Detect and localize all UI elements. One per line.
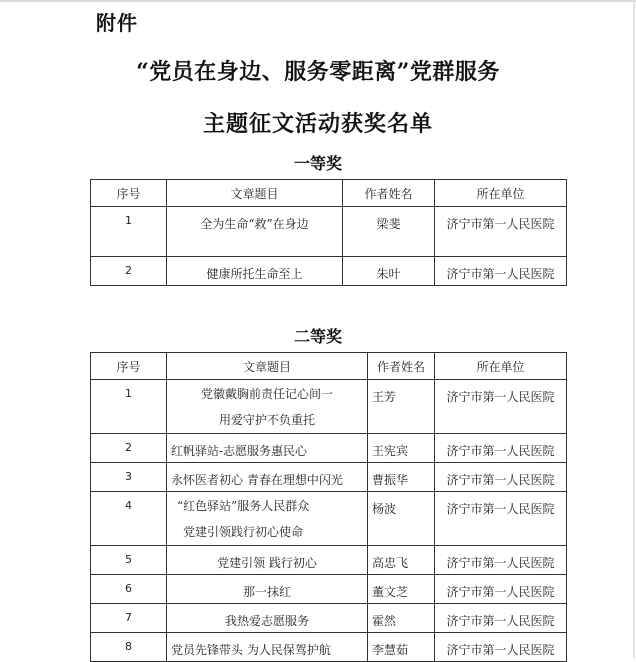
- col-header-no: 序号: [91, 353, 167, 380]
- article-title: 全为生命“救”在身边: [167, 207, 343, 257]
- article-title-line1: 党徽戴胸前责任记心间一: [200, 387, 333, 401]
- table-row: [91, 633, 567, 662]
- row-number: 4: [91, 492, 167, 546]
- article-title: 党建引领 践行初心: [167, 546, 368, 575]
- author-name: 杨波: [368, 492, 435, 546]
- unit-name: 济宁市第一人民医院: [435, 575, 567, 604]
- article-title: 永怀医者初心 青春在理想中闪光: [167, 463, 368, 492]
- author-name: 董文芝: [368, 575, 435, 604]
- article-title: [167, 380, 368, 434]
- article-title: 我热爱志愿服务: [167, 604, 368, 633]
- article-title: [167, 492, 368, 546]
- table-header-row: [91, 353, 567, 380]
- document-title-line1: “党员在身边、服务零距离”党群服务: [136, 59, 500, 85]
- row-number: 2: [91, 434, 167, 463]
- table-row: [91, 546, 567, 575]
- table-row: [91, 207, 567, 257]
- row-number: 7: [91, 604, 167, 633]
- col-header-title: 文章题目: [167, 180, 343, 207]
- table-row: [91, 575, 567, 604]
- row-number: 1: [91, 380, 167, 434]
- unit-name: 济宁市第一人民医院: [435, 434, 567, 463]
- table-row: [91, 380, 567, 434]
- author-name: 王芳: [368, 380, 435, 434]
- article-title: 党员先锋带头 为人民保驾护航: [167, 633, 368, 662]
- table-row: [91, 434, 567, 463]
- col-header-unit: 所在单位: [435, 180, 567, 207]
- unit-name: 济宁市第一人民医院: [435, 492, 567, 546]
- row-number: 5: [91, 546, 167, 575]
- article-title: 健康所托生命至上: [167, 257, 343, 286]
- col-header-no: 序号: [91, 180, 167, 207]
- col-header-author: 作者姓名: [368, 353, 435, 380]
- article-title-line2: 党建引领践行初心使命: [183, 525, 304, 539]
- row-number: 8: [91, 633, 167, 662]
- author-name: 高忠飞: [368, 546, 435, 575]
- attachment-label: 附件: [96, 11, 138, 35]
- author-name: 霍然: [368, 604, 435, 633]
- table-row: [91, 492, 567, 546]
- table-row: [91, 463, 567, 492]
- author-name: 王宪宾: [368, 434, 435, 463]
- col-header-author: 作者姓名: [343, 180, 435, 207]
- unit-name: 济宁市第一人民医院: [435, 257, 567, 286]
- row-number: 3: [91, 463, 167, 492]
- first-prize-heading: 一等奖: [293, 154, 342, 173]
- document-title-line2: 主题征文活动获奖名单: [202, 111, 433, 137]
- second-prize-heading: 二等奖: [293, 327, 342, 346]
- unit-name: 济宁市第一人民医院: [435, 633, 567, 662]
- unit-name: 济宁市第一人民医院: [435, 463, 567, 492]
- author-name: 李慧茹: [368, 633, 435, 662]
- unit-name: 济宁市第一人民医院: [435, 207, 567, 257]
- article-title-line2: 用爱守护不负重托: [218, 413, 315, 427]
- article-title-line1: “红色驿站”服务人民群众: [177, 499, 310, 513]
- article-title: 红帆驿站-志愿服务惠民心: [167, 434, 368, 463]
- table-row: [91, 257, 567, 286]
- col-header-title: 文章题目: [167, 353, 368, 380]
- row-number: 2: [91, 257, 167, 286]
- table-row: [91, 604, 567, 633]
- author-name: 曹振华: [368, 463, 435, 492]
- first-prize-table: [90, 179, 567, 286]
- unit-name: 济宁市第一人民医院: [435, 604, 567, 633]
- col-header-unit: 所在单位: [435, 353, 567, 380]
- table-header-row: [91, 180, 567, 207]
- unit-name: 济宁市第一人民医院: [435, 380, 567, 434]
- row-number: 1: [91, 207, 167, 257]
- row-number: 6: [91, 575, 167, 604]
- article-title: 那一抹红: [167, 575, 368, 604]
- page-top-edge: [0, 0, 636, 2]
- author-name: 梁斐: [343, 207, 435, 257]
- author-name: 朱叶: [343, 257, 435, 286]
- unit-name: 济宁市第一人民医院: [435, 546, 567, 575]
- second-prize-table: [90, 352, 567, 662]
